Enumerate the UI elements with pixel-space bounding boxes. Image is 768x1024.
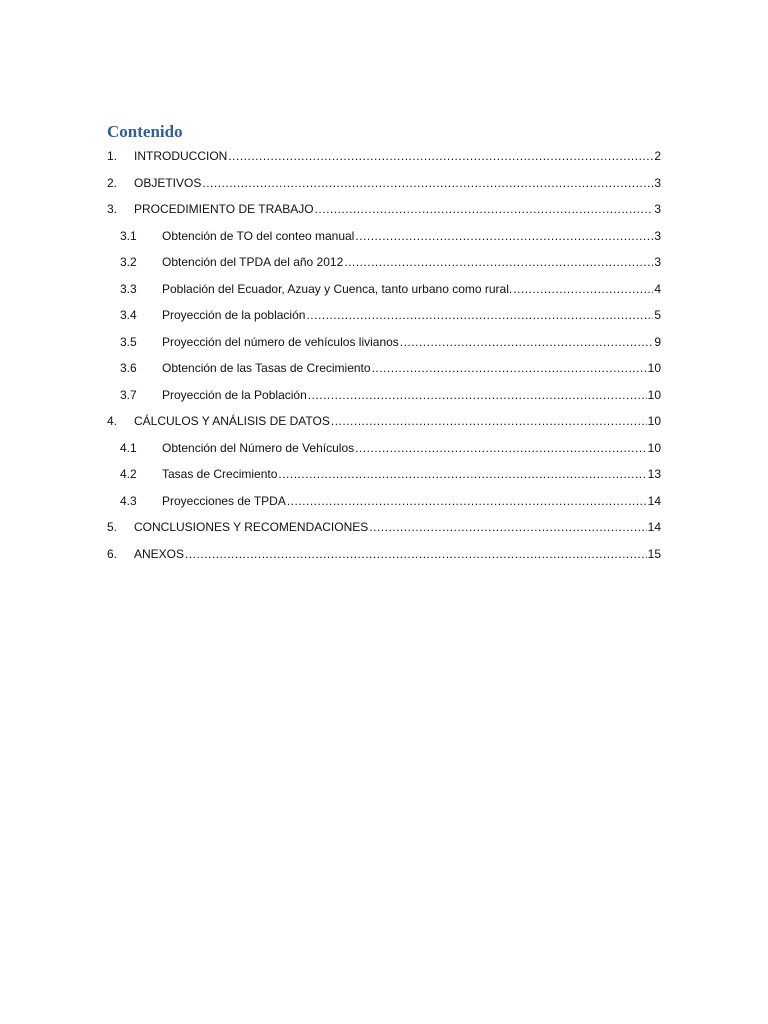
toc-entry-title: INTRODUCCION xyxy=(134,149,228,163)
toc-entry-title: Obtención del TPDA del año 2012 xyxy=(162,255,344,269)
dot-leader xyxy=(369,520,646,534)
toc-entry-procedimiento[interactable] xyxy=(0,196,768,223)
toc-entry-number: 3.5 xyxy=(120,334,137,349)
toc-entry-4-2[interactable] xyxy=(0,461,768,488)
toc-entry-title: Proyección del número de vehículos livianos xyxy=(162,334,399,349)
toc-entry-number: 4.2 xyxy=(120,467,137,481)
toc-entry-page: 14 xyxy=(647,520,661,534)
toc-entry-page: 5 xyxy=(654,308,661,322)
toc-entry-number: 4. xyxy=(107,414,118,428)
toc-entry-page: 10 xyxy=(647,414,661,428)
dot-leader xyxy=(331,414,647,428)
toc-entry-page: 3 xyxy=(654,228,661,243)
toc-entry-title: Proyección de la Población xyxy=(162,387,307,402)
toc-entry-title: OBJETIVOS xyxy=(134,175,202,190)
toc-entry-calculos[interactable] xyxy=(0,408,768,435)
toc-entry-page: 4 xyxy=(654,281,661,296)
toc-entry-3-2[interactable] xyxy=(0,249,768,276)
dot-leader xyxy=(400,335,654,349)
toc-entry-page: 10 xyxy=(647,361,661,375)
dot-leader xyxy=(308,388,647,402)
toc-entry-title: PROCEDIMIENTO DE TRABAJO xyxy=(134,202,314,216)
toc-entry-page: 10 xyxy=(647,440,661,455)
dot-leader xyxy=(202,176,653,190)
dot-leader xyxy=(513,282,653,296)
dot-leader xyxy=(306,308,653,322)
toc-entry-number: 4.3 xyxy=(120,493,137,508)
dot-leader xyxy=(315,202,654,216)
dot-leader xyxy=(185,547,647,561)
toc-entry-page: 10 xyxy=(647,387,661,402)
toc-entry-3-3[interactable] xyxy=(0,276,768,303)
toc-entry-conclusiones[interactable] xyxy=(0,514,768,541)
toc-entry-number: 4.1 xyxy=(120,440,137,455)
toc-entry-title: Obtención de TO del conteo manual xyxy=(162,228,355,243)
toc-entry-number: 5. xyxy=(107,520,118,534)
toc-entry-title: Proyección de la población xyxy=(162,308,306,322)
dot-leader xyxy=(344,255,653,269)
toc-entry-number: 3.6 xyxy=(120,361,137,375)
toc-entry-page: 15 xyxy=(647,546,661,561)
toc-entry-title: Población del Ecuador, Azuay y Cuenca, tanto urbano como rural. xyxy=(162,281,513,296)
toc-entry-number: 3.4 xyxy=(120,308,137,322)
toc-entry-title: CÁLCULOS Y ANÁLISIS DE DATOS xyxy=(134,414,330,428)
toc-title: Contenido xyxy=(107,122,183,141)
toc-entry-3-5[interactable] xyxy=(0,329,768,356)
dot-leader xyxy=(355,229,653,243)
toc-entry-title: Obtención del Número de Vehículos xyxy=(162,440,355,455)
table-of-contents xyxy=(0,143,768,567)
toc-entry-page: 2 xyxy=(654,149,661,163)
toc-entry-number: 3.7 xyxy=(120,387,137,402)
toc-entry-page: 3 xyxy=(654,202,661,216)
dot-leader xyxy=(372,361,647,375)
toc-entry-number: 1. xyxy=(107,149,118,163)
toc-entry-title: Obtención de las Tasas de Crecimiento xyxy=(162,361,371,375)
toc-entry-3-7[interactable] xyxy=(0,382,768,409)
toc-entry-anexos[interactable] xyxy=(0,541,768,568)
toc-entry-page: 14 xyxy=(647,493,661,508)
dot-leader xyxy=(355,441,647,455)
toc-entry-title: Tasas de Crecimiento xyxy=(162,467,278,481)
toc-entry-number: 3.2 xyxy=(120,255,137,269)
toc-entry-number: 3.3 xyxy=(120,281,137,296)
toc-entry-number: 3. xyxy=(107,202,118,216)
dot-leader xyxy=(278,467,646,481)
toc-entry-objetivos[interactable] xyxy=(0,170,768,197)
toc-entry-page: 13 xyxy=(647,467,661,481)
toc-entry-title: CONCLUSIONES Y RECOMENDACIONES xyxy=(134,520,369,534)
toc-entry-title: ANEXOS xyxy=(134,546,185,561)
toc-entry-page: 3 xyxy=(654,175,661,190)
toc-entry-3-1[interactable] xyxy=(0,223,768,250)
toc-entry-number: 3.1 xyxy=(120,228,137,243)
dot-leader xyxy=(228,149,653,163)
toc-entry-number: 6. xyxy=(107,546,118,561)
toc-entry-3-6[interactable] xyxy=(0,355,768,382)
dot-leader xyxy=(287,494,647,508)
toc-entry-page: 3 xyxy=(654,255,661,269)
toc-entry-number: 2. xyxy=(107,175,118,190)
toc-entry-4-1[interactable] xyxy=(0,435,768,462)
toc-entry-page: 9 xyxy=(654,334,661,349)
toc-entry-4-3[interactable] xyxy=(0,488,768,515)
toc-entry-3-4[interactable] xyxy=(0,302,768,329)
toc-entry-introduccion[interactable] xyxy=(0,143,768,170)
toc-entry-title: Proyecciones de TPDA xyxy=(162,493,286,508)
